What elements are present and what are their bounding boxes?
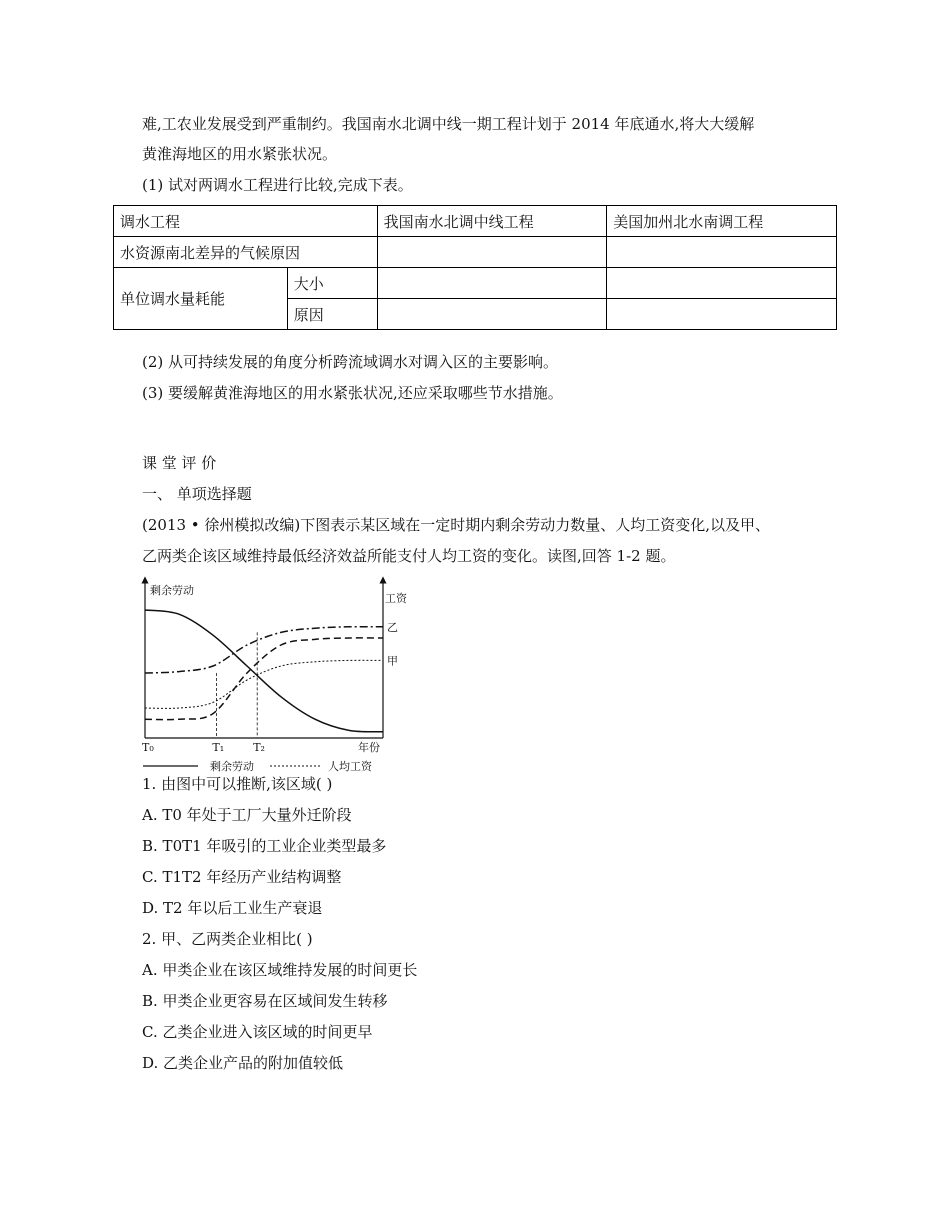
section-title: 课 堂 评 价: [142, 454, 217, 472]
series-line-2: [145, 627, 383, 673]
table-row-energy-label: 单位调水量耗能: [114, 268, 288, 330]
question-stem-line-1: (2013 • 徐州模拟改编)下图表示某区域在一定时期内剩余劳动力数量、人均工资变化,以及甲、: [142, 516, 771, 534]
legend-label-labor: 剩余劳动: [210, 760, 254, 773]
table-cell-blank: [607, 268, 837, 299]
mc-q2-option-c: C. 乙类企业进入该区域的时间更早: [142, 1023, 373, 1041]
mc-q1-option-c: C. T1T2 年经历产业结构调整: [142, 868, 342, 886]
series-line-3: [145, 638, 383, 720]
table-cell-blank: [377, 299, 607, 330]
series-end-label: 甲: [387, 654, 398, 668]
mc-question-2: 2. 甲、乙两类企业相比( ): [142, 930, 313, 948]
chart-svg: [140, 576, 407, 776]
comparison-table: [113, 205, 837, 330]
right-axis-label: 工资: [385, 592, 407, 605]
question-3-prompt: (3) 要缓解黄淮海地区的用水紧张状况,还应采取哪些节水措施。: [142, 384, 563, 402]
x-tick-label: T₁: [212, 741, 225, 754]
table-header-china: 我国南水北调中线工程: [377, 206, 607, 237]
mc-q2-option-b: B. 甲类企业更容易在区域间发生转移: [142, 992, 388, 1010]
intro-line-1: 难,工农业发展受到严重制约。我国南水北调中线一期工程计划于 2014 年底通水,将大大缓解: [142, 115, 755, 133]
series-line-1: [145, 660, 383, 708]
table-row-energy-size: [114, 268, 837, 299]
table-cell-blank: [607, 237, 837, 268]
series-end-label: 乙: [387, 620, 398, 634]
question-2-prompt: (2) 从可持续发展的角度分析跨流域调水对调入区的主要影响。: [142, 353, 559, 371]
question-stem-line-2: 乙两类企该区域维持最低经济效益所能支付人均工资的变化。读图,回答 1-2 题。: [142, 547, 676, 565]
mc-q2-option-d: D. 乙类企业产品的附加值较低: [142, 1054, 344, 1072]
table-row-climate: [114, 237, 837, 268]
mc-question-1: 1. 由图中可以推断,该区域( ): [142, 775, 333, 793]
table-header-row: [114, 206, 837, 237]
left-axis-label: 剩余劳动: [150, 584, 194, 597]
table-cell-blank: [377, 268, 607, 299]
x-tick-label: T₂: [253, 741, 265, 754]
series-layer: [145, 610, 398, 732]
x-axis-label: 年份: [358, 741, 380, 754]
table-subrow-size-label: 大小: [287, 268, 377, 299]
section-subtitle: 一、 单项选择题: [142, 485, 252, 503]
x-tick-label: T₀: [142, 741, 154, 754]
mc-q1-option-d: D. T2 年以后工业生产衰退: [142, 899, 323, 917]
intro-line-2: 黄淮海地区的用水紧张状况。: [142, 145, 338, 163]
mc-q1-option-b: B. T0T1 年吸引的工业企业类型最多: [142, 837, 387, 855]
legend-label-wage: 人均工资: [328, 760, 372, 773]
table-header-project: 调水工程: [114, 206, 378, 237]
table-row-climate-label: 水资源南北差异的气候原因: [114, 237, 378, 268]
table-header-usa: 美国加州北水南调工程: [607, 206, 837, 237]
table-cell-blank: [607, 299, 837, 330]
question-1-prompt: (1) 试对两调水工程进行比较,完成下表。: [142, 176, 413, 194]
table-cell-blank: [377, 237, 607, 268]
table-subrow-reason-label: 原因: [287, 299, 377, 330]
tick-layer: [142, 632, 265, 754]
mc-q2-option-a: A. 甲类企业在该区域维持发展的时间更长: [142, 961, 418, 979]
mc-q1-option-a: A. T0 年处于工厂大量外迁阶段: [142, 806, 352, 824]
labor-wage-chart: [140, 576, 407, 776]
